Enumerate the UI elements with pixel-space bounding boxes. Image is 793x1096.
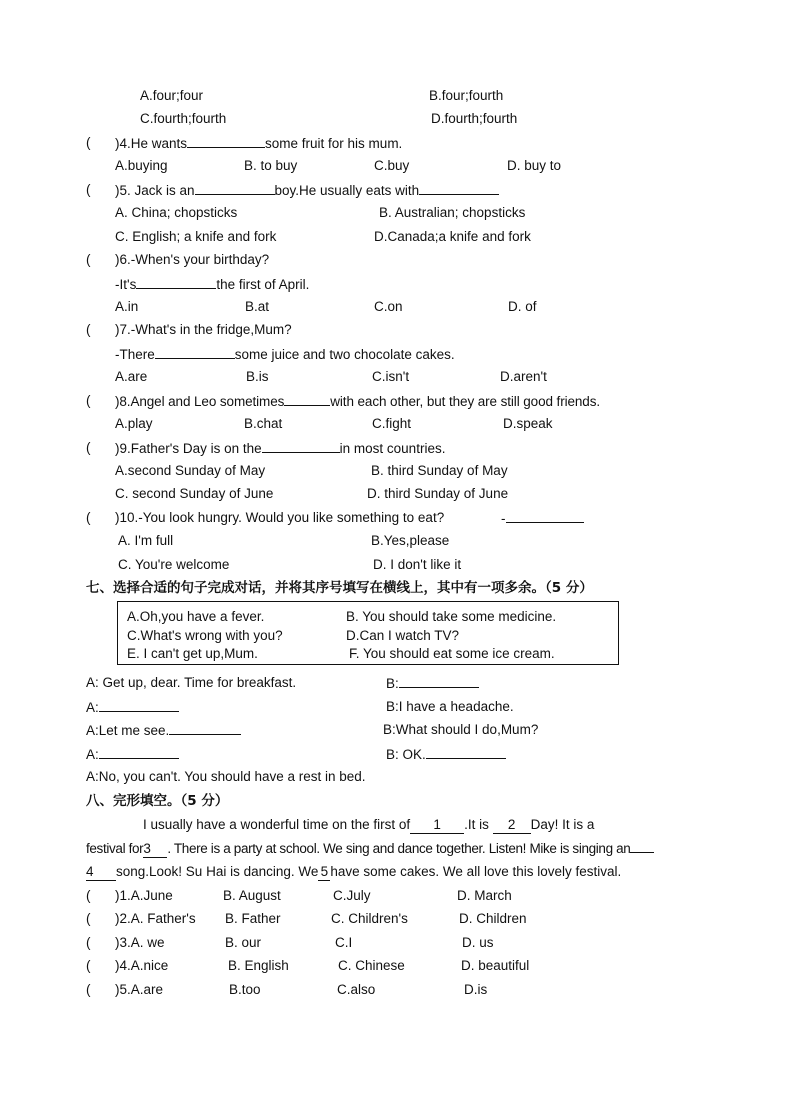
- cloze-item-3-b: B. our: [225, 935, 262, 950]
- cloze-item-1-c: C.July: [333, 888, 371, 903]
- q6-option-c: C.on: [374, 299, 403, 314]
- answer-paren: (: [86, 888, 91, 903]
- box-option-b: B. You should take some medicine.: [346, 609, 557, 624]
- cloze-item-4-b: B. English: [228, 958, 289, 973]
- question-6: )6.-When's your birthday?: [115, 252, 270, 267]
- answer-paren: (: [86, 252, 91, 267]
- q9-option-b: B. third Sunday of May: [371, 463, 508, 478]
- q8-option-a: A.play: [115, 416, 153, 431]
- question-10-answer: -: [501, 510, 584, 527]
- q5-option-a: A. China; chopsticks: [115, 205, 238, 220]
- answer-paren: (: [86, 322, 91, 337]
- q6-option-d: D. of: [508, 299, 537, 314]
- q7-option-b: B.is: [246, 369, 269, 384]
- q5-option-b: B. Australian; chopsticks: [379, 205, 526, 220]
- dialog-line-4a: A:: [86, 746, 179, 763]
- q8-option-d: D.speak: [503, 416, 553, 431]
- cloze-item-4: )4.A.nice: [115, 958, 169, 973]
- answer-paren: (: [86, 510, 91, 525]
- section-8-title: 八、完形填空。（5 分）: [86, 793, 229, 809]
- cloze-item-5-d: D.is: [464, 982, 488, 997]
- cloze-item-1-b: B. August: [223, 888, 281, 903]
- cloze-item-2-b: B. Father: [225, 911, 281, 926]
- answer-paren: (: [86, 935, 91, 950]
- box-option-f: F. You should eat some ice cream.: [349, 646, 555, 661]
- q4-option-c: C.buy: [374, 158, 410, 173]
- q8-option-b: B.chat: [244, 416, 283, 431]
- q9-option-d: D. third Sunday of June: [367, 486, 509, 501]
- question-9: )9.Father's Day is on the in most countries.: [115, 441, 446, 456]
- answer-paren: (: [86, 135, 91, 150]
- q9-option-a: A.second Sunday of May: [115, 463, 266, 478]
- cloze-item-2-d: D. Children: [459, 911, 527, 926]
- q10-option-d: D. I don't like it: [373, 557, 462, 572]
- blank-2: 2: [493, 817, 531, 834]
- cloze-item-5: )5.A.are: [115, 982, 164, 997]
- dialog-line-2b: B:I have a headache.: [386, 699, 514, 714]
- q3-option-b: B.four;fourth: [429, 88, 504, 103]
- cloze-item-1-d: D. March: [457, 888, 512, 903]
- cloze-item-5-b: B.too: [229, 982, 261, 997]
- question-5: )5. Jack is an boy.He usually eats with: [115, 182, 499, 199]
- blank-3: 3: [143, 841, 167, 858]
- q3-option-d: D.fourth;fourth: [431, 111, 518, 126]
- cloze-item-4-c: C. Chinese: [338, 958, 405, 973]
- cloze-item-3: )3.A. we: [115, 935, 165, 950]
- question-10: )10.-You look hungry. Would you like something to eat?: [115, 510, 445, 525]
- answer-paren: (: [86, 911, 91, 926]
- dialog-line-4b: B: OK.: [386, 746, 506, 763]
- answer-paren: (: [86, 440, 91, 455]
- q3-option-c: C.fourth;fourth: [140, 111, 227, 126]
- cloze-line-1: I usually have a wonderful time on the first of 1 .It is 2 Day! It is a: [143, 817, 595, 832]
- q7-option-d: D.aren't: [500, 369, 547, 384]
- q6-option-a: A.in: [115, 299, 139, 314]
- question-4: )4.He wants some fruit for his mum.: [115, 136, 403, 151]
- dialog-line-3a: A:Let me see.: [86, 722, 241, 739]
- q3-option-a: A.four;four: [140, 88, 204, 103]
- q4-option-d: D. buy to: [507, 158, 562, 173]
- q5-option-d: D.Canada;a knife and fork: [374, 229, 531, 244]
- q7-option-a: A.are: [115, 369, 148, 384]
- blank-1: 1: [410, 817, 464, 834]
- blank-4: 4: [86, 864, 116, 881]
- answer-paren: (: [86, 182, 91, 197]
- section-7-title: 七、选择合适的句子完成对话，并将其序号填写在横线上，其中有一项多余。（5 分）: [86, 580, 593, 596]
- answer-paren: (: [86, 958, 91, 973]
- q4-option-b: B. to buy: [244, 158, 298, 173]
- cloze-item-3-d: D. us: [462, 935, 494, 950]
- blank-5: 5: [318, 864, 330, 881]
- box-option-d: D.Can I watch TV?: [346, 628, 460, 643]
- q10-option-b: B.Yes,please: [371, 533, 450, 548]
- box-option-a: A.Oh,you have a fever.: [127, 609, 265, 624]
- cloze-line-3: 4 song.Look! Su Hai is dancing. We 5 have some cakes. We all love this lovely festival.: [86, 864, 622, 879]
- box-option-e: E. I can't get up,Mum.: [127, 646, 258, 661]
- cloze-item-4-d: D. beautiful: [461, 958, 530, 973]
- cloze-item-3-c: C.I: [335, 935, 353, 950]
- answer-paren: (: [86, 393, 91, 408]
- q4-option-a: A.buying: [115, 158, 168, 173]
- q6-option-b: B.at: [245, 299, 270, 314]
- cloze-item-1: )1.A.June: [115, 888, 173, 903]
- dialog-line-5: A:No, you can't. You should have a rest in bed.: [86, 769, 366, 784]
- cloze-item-2-c: C. Children's: [331, 911, 408, 926]
- cloze-item-2: )2.A. Father's: [115, 911, 196, 926]
- q10-option-c: C. You're welcome: [118, 557, 230, 572]
- q7-option-c: C.isn't: [372, 369, 410, 384]
- question-8: )8.Angel and Leo sometimes with each other, but they are still good friends.: [115, 394, 601, 409]
- q8-option-c: C.fight: [372, 416, 412, 431]
- answer-paren: (: [86, 982, 91, 997]
- dialog-line-2a: A:: [86, 699, 179, 716]
- q9-option-c: C. second Sunday of June: [115, 486, 274, 501]
- question-6-line2: -It's the first of April.: [115, 277, 310, 292]
- q10-option-a: A. I'm full: [118, 533, 174, 548]
- dialog-line-3b: B:What should I do,Mum?: [383, 722, 539, 737]
- question-7: )7.-What's in the fridge,Mum?: [115, 322, 292, 337]
- question-7-line2: -There some juice and two chocolate cakes.: [115, 347, 455, 362]
- q5-option-c: C. English; a knife and fork: [115, 229, 277, 244]
- box-option-c: C.What's wrong with you?: [127, 628, 283, 643]
- cloze-item-5-c: C.also: [337, 982, 376, 997]
- cloze-line-2: festival for3 . There is a party at school. We sing and dance together. Listen! Mike is singing an: [86, 840, 654, 858]
- dialog-line-1b: B:: [386, 675, 479, 692]
- dialog-line-1a: A: Get up, dear. Time for breakfast.: [86, 675, 297, 690]
